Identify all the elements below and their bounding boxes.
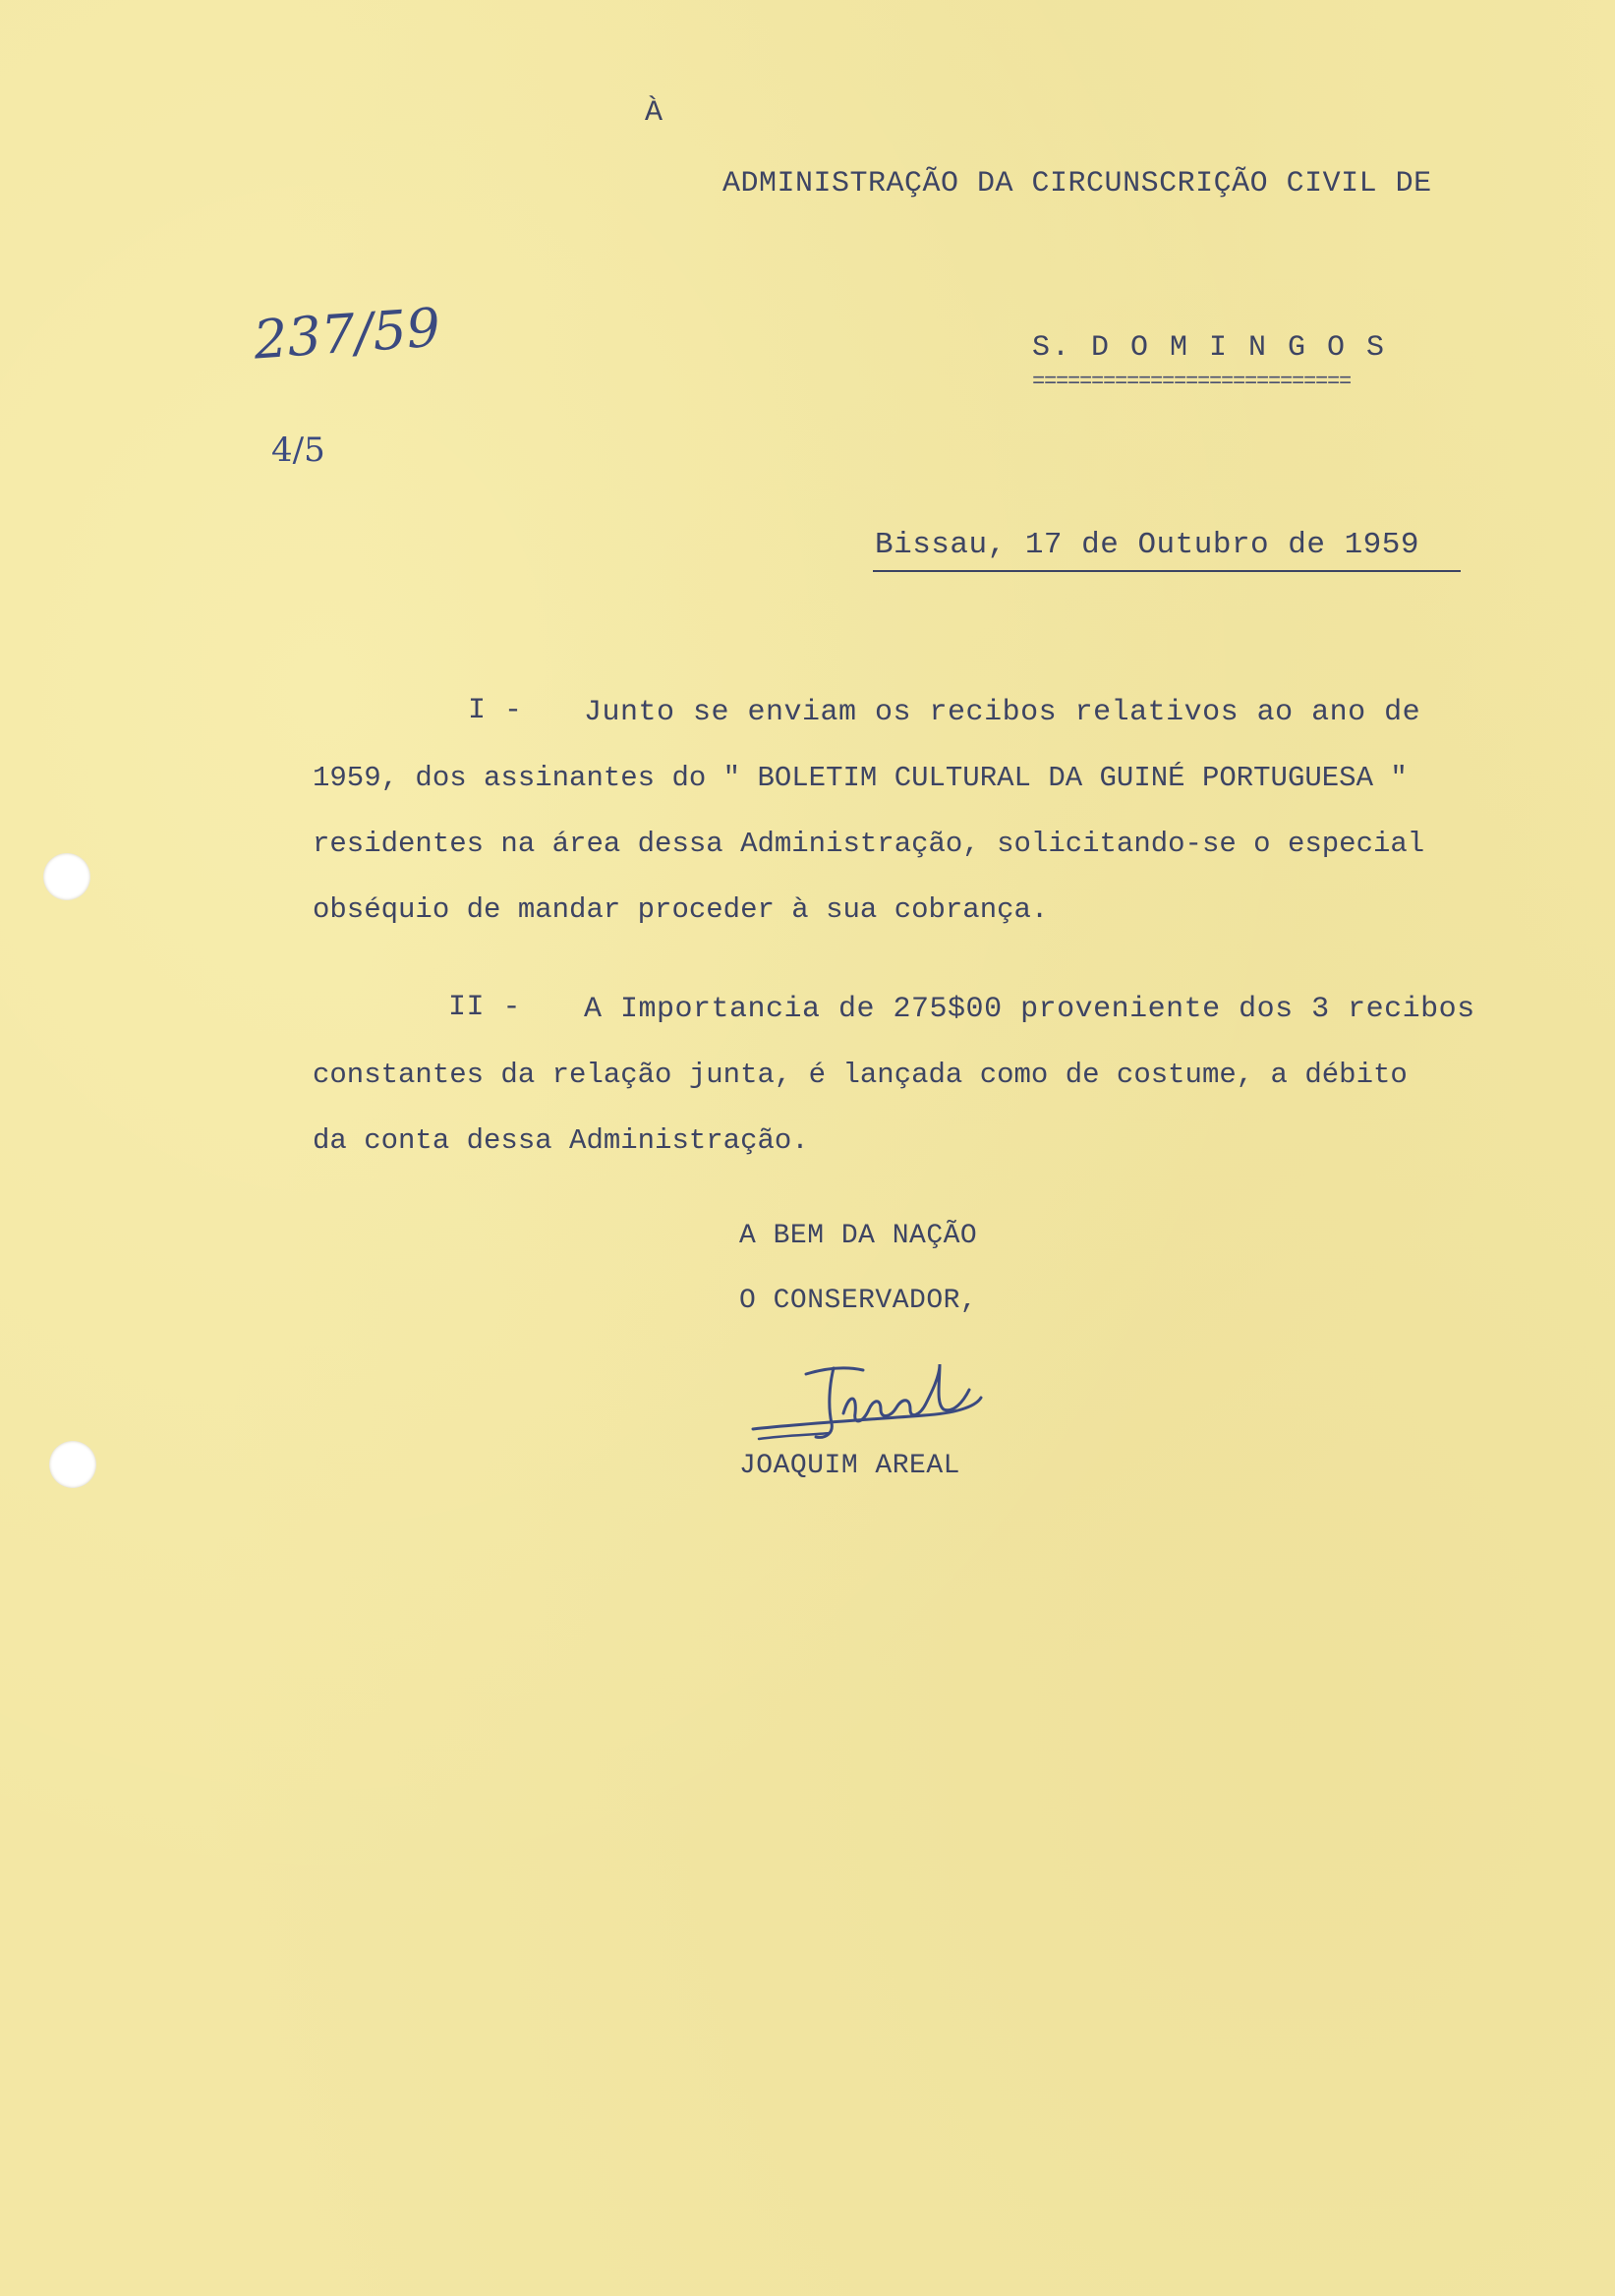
closing-motto: A BEM DA NAÇÃO: [739, 1221, 978, 1251]
paragraph-2-line-1: A Importancia de 275$00 proveniente dos 3 recibos: [584, 993, 1475, 1026]
punch-hole-bottom: [49, 1441, 96, 1488]
date-underline: [873, 570, 1461, 572]
paragraph-1-line-3: residentes na área dessa Administração, solicitando-se o especial: [313, 828, 1425, 860]
paragraph-1-line-4: obséquio de mandar proceder à sua cobrança.: [313, 893, 1049, 926]
signatory-name: JOAQUIM AREAL: [739, 1451, 960, 1481]
paragraph-1-line-1: Junto se enviam os recibos relativos ao ano de: [584, 696, 1421, 729]
paragraph-1-line-2: 1959, dos assinantes do " BOLETIM CULTURAL DA GUINÉ PORTUGUESA ": [313, 762, 1408, 794]
file-reference: 237/59: [252, 296, 442, 372]
handwritten-signature: [747, 1354, 1042, 1463]
page-reference: 4/5: [271, 430, 325, 470]
paragraph-2-line-3: da conta dessa Administração.: [313, 1124, 809, 1157]
addressee-place: S. D O M I N G O S: [1032, 331, 1387, 365]
closing-title: O CONSERVADOR,: [739, 1286, 978, 1316]
addressee-line: ADMINISTRAÇÃO DA CIRCUNSCRIÇÃO CIVIL DE: [722, 167, 1432, 201]
date-line: Bissau, 17 de Outubro de 1959: [875, 528, 1419, 562]
punch-hole-top: [43, 853, 90, 900]
paragraph-2-number: II -: [448, 991, 522, 1024]
paragraph-1-number: I -: [468, 694, 523, 727]
paragraph-2-line-2: constantes da relação junta, é lançada como de costume, a débito: [313, 1059, 1408, 1091]
salutation: À: [645, 96, 663, 130]
addressee-underline: ===========================: [1032, 370, 1352, 394]
